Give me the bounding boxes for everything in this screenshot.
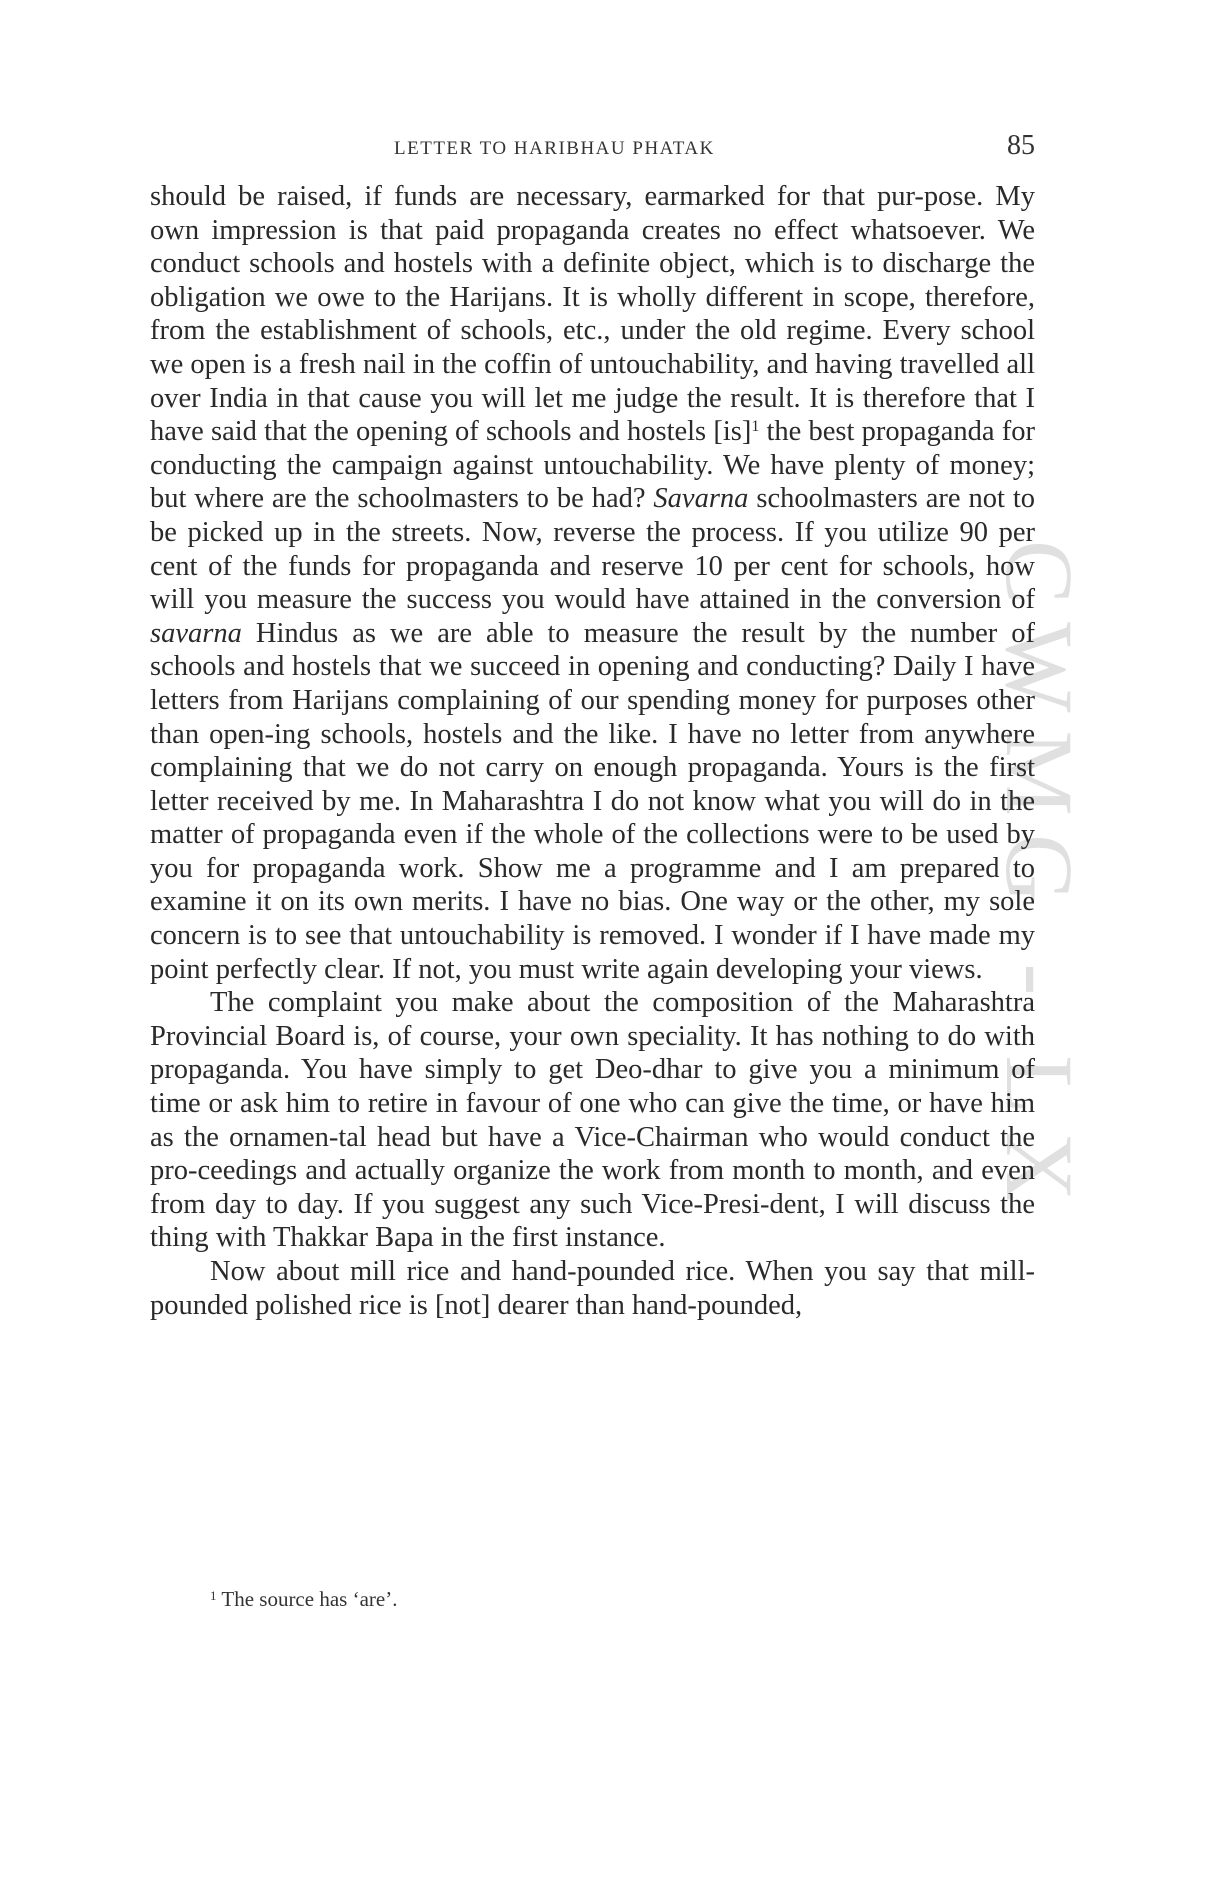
footnote-marker: 1 [210,1588,217,1603]
paragraph [150,986,1035,1255]
running-head [150,130,1035,164]
footnote-reference: 1 [751,418,760,436]
footnote-text: The source has ‘are’. [216,1587,398,1611]
text-segment: the best propaganda for conducting the campaign against untouchability. We have plenty of money; but where are the schoolmasters to be had? [150,416,1035,515]
text-segment: Hindus as we are able to measure the result by the number of schools and hostels that we succeed in opening and conducting? Daily I have letters from Harijans complaining of our spending money for purposes other than open-ing schools, hostels and the like. I have no letter from anywhere complaining that we do not carry on enough propaganda. Yours is the first letter received by me. In Maharashtra I do not know what you will do in the matter of propaganda even if the whole of the collections were to be used by you for propaganda work. Show me a programme and I am prepared to examine it on its own merits. I have no bias. One way or the other, my sole concern is to see that untouchability is removed. I wonder if I have made my point perfectly clear. If not, you must write again developing your views. [150,617,1035,985]
footnote [210,1587,397,1612]
watermark-text: CWMG - LX [986,540,1093,1220]
text-segment: The complaint you make about the composition of the Maharashtra Provincial Board is, of course, your own speciality. It has nothing to do with propaganda. You have simply to get Deo-dhar to give you a minimum of time or ask him to retire in favour of one who can give the time, or have him as the ornamen-tal head but have a Vice-Chairman who would conduct the pro-ceedings and actually organize the work from month to month, and even from day to day. If you suggest any such Vice-Presi-dent, I will discuss the thing with Thakkar Bapa in the first instance. [150,987,1035,1254]
running-title: LETTER TO HARIBHAU PHATAK [394,138,715,159]
body-text [150,180,1035,1322]
paragraph [150,180,1035,986]
text-segment: Now about mill rice and hand-pounded rice. When you say that mill-pounded polished rice is [not] dearer than hand-pounded, [150,1256,1035,1321]
text-segment: should be raised, if funds are necessary, earmarked for that pur-pose. My own impression is that paid propaganda creates no effect whatsoever. We conduct schools and hostels with a definite object, which is to discharge the obligation we owe to the Harijans. It is wholly different in scope, therefore, from the establishment of schools, etc., under the old regime. Every school we open is a fresh nail in the coffin of untouchability, and having travelled all over India in that cause you will let me judge the result. It is therefore that I have said that the opening of schools and hostels [is] [150,181,1035,448]
text-segment: schoolmasters are not to be picked up in the streets. Now, reverse the process. If you utilize 90 per cent of the funds for propaganda and reserve 10 per cent for schools, how will you measure the success you would have attained in the conversion of [150,483,1035,616]
italic-term: Savarna [653,483,749,515]
paragraph [150,1255,1035,1322]
italic-term: savarna [150,617,242,649]
page-number: 85 [1007,130,1035,161]
